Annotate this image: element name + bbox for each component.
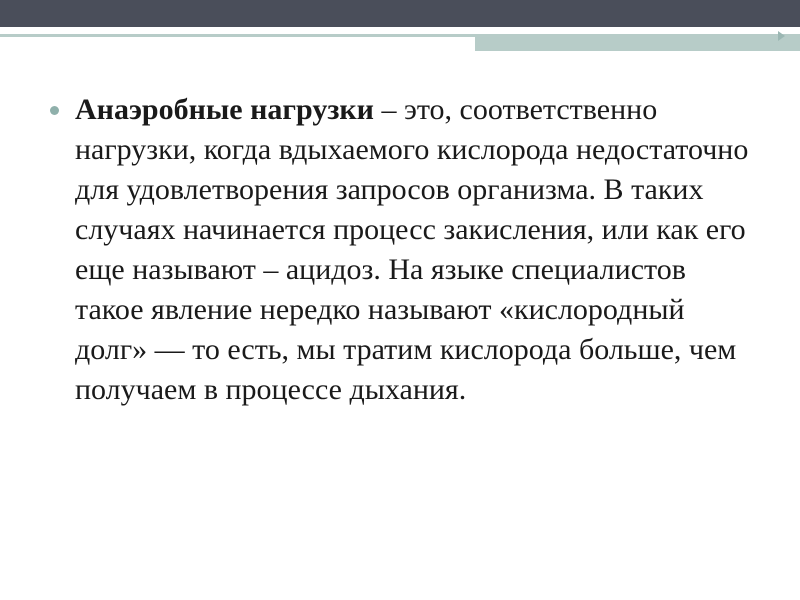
bullet-text: – это, соответственно нагрузки, когда вдыхаемого кислорода недостаточно для удовлетворения запросов организма. В таких случаях начинается процесс закисления, или как его еще называют – ацидоз. На языке специалистов такое явление нередко называют «кислородный долг» — то есть, мы тратим кислорода больше, чем получаем в процессе дыхания. (75, 93, 749, 406)
bullet-item (50, 90, 750, 410)
slide-content (50, 90, 750, 410)
triangle-marker-icon (778, 31, 785, 41)
bold-term: Анаэробные нагрузки (75, 93, 374, 126)
accent-band (475, 37, 800, 51)
bullet-paragraph (75, 90, 750, 410)
accent-line (0, 34, 510, 37)
bullet-dot-icon (50, 106, 59, 115)
header-bar (0, 0, 800, 27)
